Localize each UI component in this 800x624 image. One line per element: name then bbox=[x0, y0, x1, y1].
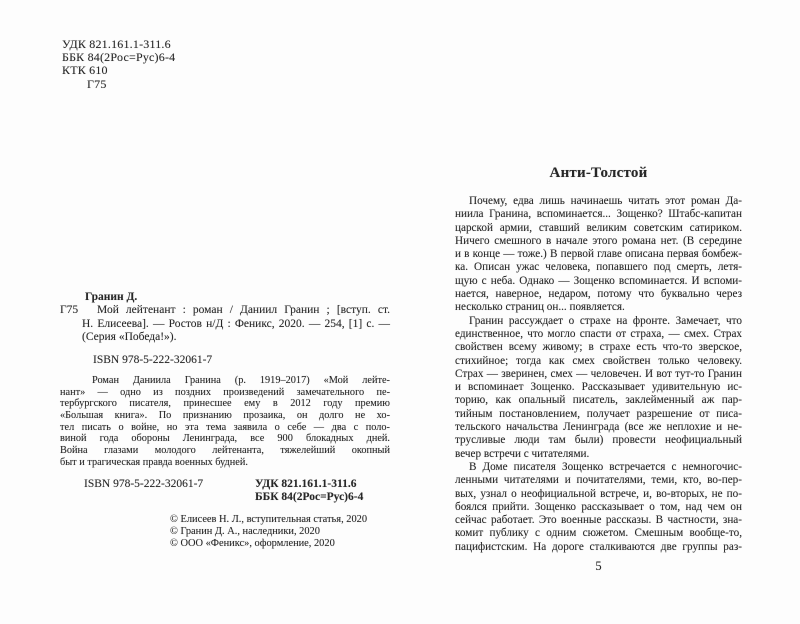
text-line: УДК 821.161.1-311.6 bbox=[62, 37, 171, 51]
body-text bbox=[455, 195, 742, 554]
text-line: Почему, едва лишь начинаешь читать этот роман Да- bbox=[469, 195, 742, 207]
text-line: © Гранин Д. А., наследники, 2020 bbox=[170, 525, 320, 537]
paragraph bbox=[455, 195, 742, 315]
text-line: и в конце — тоже.) В первой главе описана первая бомбеж- bbox=[455, 248, 742, 261]
paragraph bbox=[455, 315, 742, 461]
text-line: «Большая книга». По признанию прозаика, он долго не хо- bbox=[60, 409, 390, 421]
text-line: ленными читателями и почитателями, теми, кто, во-пер- bbox=[455, 474, 742, 487]
text-line: (Серия «Победа!»). bbox=[82, 331, 177, 344]
text-line: тербургского писателя, принесшее ему в 2012 году премию bbox=[60, 398, 390, 410]
text-line: КТК 610 bbox=[62, 63, 108, 78]
text-line: торию, как опальный писатель, заклейменный аж пар- bbox=[455, 394, 742, 407]
udk-bbk-codes bbox=[255, 478, 363, 504]
text-line: УДК 821.161.1-311.6 bbox=[255, 478, 357, 490]
text-line: свойствен всему живому; в страхе есть что-то зверское, bbox=[455, 341, 742, 354]
copyright-list bbox=[170, 514, 367, 550]
text-line: единственное, что могло спасти от страха, — смех. Страх bbox=[455, 327, 742, 340]
chapter-title: Анти-Толстой bbox=[549, 165, 648, 181]
catalog-margin-code: Г75 bbox=[60, 304, 79, 317]
classification-codes bbox=[62, 38, 175, 91]
text-line: В Доме писателя Зощенко встречается с немногочис- bbox=[469, 460, 742, 473]
text-line: Роман Даниила Гранина (р. 1919–2017) «Мой лейте- bbox=[92, 375, 390, 386]
text-line: нант» — одно из поздних произведений замечательного пе- bbox=[60, 386, 390, 398]
text-line: Н. Елисеева]. — Ростов н/Д : Феникс, 2020. — 254, [1] с. — bbox=[82, 317, 390, 330]
text-line: боялся прийти. Зощенко рассказывает о том, над чем он bbox=[455, 500, 742, 513]
text-line: © Елисеев Н. Л., вступительная статья, 2020 bbox=[170, 514, 368, 525]
catalog-entry-wrap bbox=[60, 304, 390, 344]
text-line: нается, наверное, недаром, потому что буквально через bbox=[455, 288, 742, 301]
left-page bbox=[60, 0, 390, 624]
text-line: вечер встречи с читателями. bbox=[455, 447, 590, 460]
text-line: Мой лейтенант : роман / Даниил Гранин ; [вступ. ст. bbox=[97, 304, 390, 317]
catalog-entry bbox=[82, 304, 390, 344]
right-page bbox=[455, 0, 742, 624]
catalog-author-heading: Гранин Д. bbox=[85, 291, 138, 303]
text-line: Страх — зверинен, смех — человечен. И вот тут-то Гранин bbox=[455, 367, 742, 380]
text-line: тел писать о войне, но эта тема заявила о себе — два с поло- bbox=[60, 421, 390, 433]
text-line: пацифистским. На дороге сталкиваются две группы раз- bbox=[455, 540, 742, 553]
text-line: тельского начальства Ленинграда (все же неплохие и не- bbox=[455, 421, 742, 434]
text-line: сейчас работает. Это военные рассказы. В частности, зна- bbox=[455, 514, 742, 527]
text-line: царской армии, ставший великим советским сатириком. bbox=[455, 221, 742, 234]
isbn-line: ISBN 978-5-222-32061-7 bbox=[93, 354, 213, 366]
imprint-identifiers bbox=[60, 478, 390, 508]
catalog-card bbox=[60, 291, 390, 345]
paragraph bbox=[455, 461, 742, 554]
text-line: щую с неба. Однако — Зощенко вспоминается. И вспоми- bbox=[455, 274, 742, 287]
text-line: стихийное; тогда как смех свойствен только человеку. bbox=[455, 354, 742, 367]
text-line: Ничего смешного в начале этого романа нет. (В середине bbox=[455, 234, 742, 247]
text-line: Г75 bbox=[87, 76, 107, 91]
annotation-paragraph bbox=[60, 375, 390, 468]
text-line: комит публику с одним сюжетом. Смешным вообще-то, bbox=[455, 527, 742, 540]
text-line: тийным постановлением, получает разрешение от писа- bbox=[455, 407, 742, 420]
text-line: ББК 84(2Рос=Рус)6-4 bbox=[255, 491, 364, 503]
text-line: несколько страниц он... появляется. bbox=[455, 301, 625, 314]
text-line: трусливые люди там были) провести неофициальный bbox=[455, 434, 742, 447]
page-number: 5 bbox=[595, 559, 602, 573]
text-line: ББК 84(2Рос=Рус)6-4 bbox=[62, 50, 176, 65]
text-line: © ООО «Феникс», оформление, 2020 bbox=[170, 537, 335, 549]
text-line: ка. Описан ужас человека, попавшего под смерть, летя- bbox=[455, 261, 742, 274]
text-line: вых, узнал о неофициальной встрече, и, во-вторых, не по- bbox=[455, 487, 742, 500]
text-line: Гранин рассуждает о страхе на фронте. Замечает, что bbox=[469, 314, 742, 327]
text-line: ниила Гранина, вспоминается... Зощенко? Штабс-капитан bbox=[455, 208, 742, 221]
text-line: и вспоминает Зощенко. Рассказывает удивительную ис- bbox=[455, 381, 742, 394]
text-line: быт и трагическая правда военных будней. bbox=[60, 456, 248, 468]
text-line: виной года обороны Ленинграда, все 900 блокадных дней. bbox=[60, 433, 390, 445]
text-line: Война глазами молодого лейтенанта, тяжелейший окопный bbox=[60, 444, 390, 456]
isbn-line-bottom: ISBN 978-5-222-32061-7 bbox=[84, 478, 204, 490]
